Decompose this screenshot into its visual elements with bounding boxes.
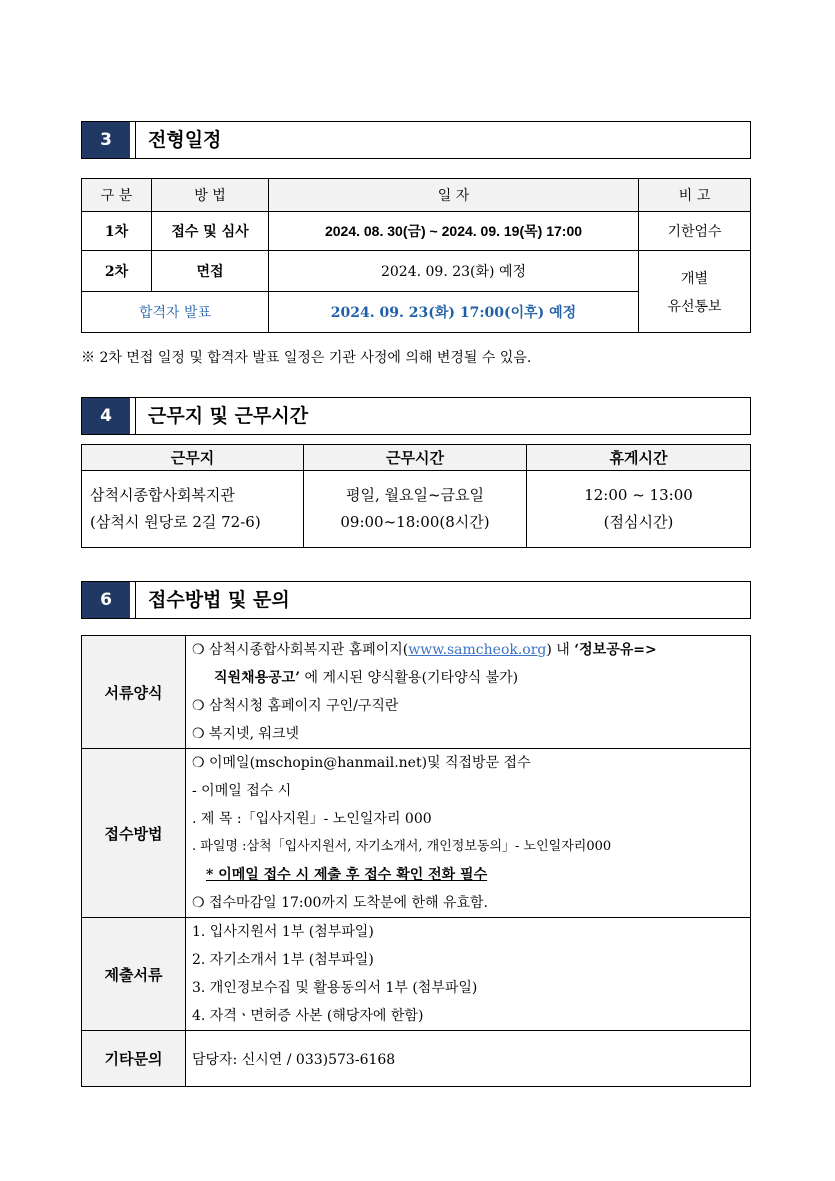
contact-value: 담당자: 신시연 / 033)573-6168 [186,1031,751,1087]
worksite-header-place: 근무지 [82,445,304,471]
docs-content [186,918,751,1031]
worksite-break-time: 12:00 ~ 13:00 [584,486,693,504]
schedule-table [81,178,751,333]
worksite-header-hours: 근무시간 [304,445,527,471]
application-table [81,635,751,1087]
worksite-place [82,471,304,548]
section4-number: 4 [82,398,130,434]
schedule-header-note: 비 고 [639,179,751,212]
forms-line1: ❍ 삼척시종합사회복지관 홈페이지(www.samcheok.org) 내 ‘정보공유=> [192,642,657,658]
section6-header [81,581,751,619]
worksite-break-label: (점심시간) [603,513,674,531]
apply-line6: ❍ 접수마감일 17:00까지 도착분에 한해 유효함. [192,895,488,911]
section6-number: 6 [82,582,130,618]
schedule-row1-date: 2024. 08. 30(금) ~ 2024. 09. 19(목) 17:00 [269,212,639,251]
worksite-break [527,471,751,548]
apply-line3: . 제 목 :「입사지원」- 노인일자리 000 [192,811,432,827]
docs-item-3: 3. 개인정보수집 및 활용동의서 1부 (첨부파일) [192,980,478,996]
section4-title: 근무지 및 근무시간 [148,405,309,427]
homepage-link[interactable]: www.samcheok.org [408,642,547,658]
forms-line2: 직원채용공고’ 에 게시된 양식활용(기타양식 불가) [214,670,519,686]
schedule-footnote: ※ 2차 면접 일정 및 합격자 발표 일정은 기관 사정에 의해 변경될 수 있음. [81,350,532,366]
schedule-announce-label: 합격자 발표 [82,292,269,333]
schedule-row2-stage: 2차 [82,251,152,292]
worksite-hours-time: 09:00~18:00(8시간) [340,513,490,531]
docs-item-4: 4. 자격ㆍ면허증 사본 (해당자에 한함) [192,1008,424,1024]
apply-line2: - 이메일 접수 시 [192,783,292,799]
schedule-note-line2: 유선통보 [667,298,722,315]
schedule-merged-note [639,251,751,333]
apply-label: 접수방법 [82,749,186,918]
schedule-row1-stage: 1차 [82,212,152,251]
worksite-table [81,444,751,548]
schedule-row1-method: 접수 및 심사 [152,212,269,251]
schedule-header-date: 일 자 [269,179,639,212]
apply-line5: * 이메일 접수 시 제출 후 접수 확인 전화 필수 [206,867,488,883]
schedule-row2-date: 2024. 09. 23(화) 예정 [269,251,639,292]
schedule-row1-note: 기한엄수 [639,212,751,251]
apply-content [186,749,751,918]
forms-line4: ❍ 복지넷, 워크넷 [192,726,300,742]
apply-line1: ❍ 이메일(mschopin@hanmail.net)및 직접방문 접수 [192,755,531,771]
worksite-hours [304,471,527,548]
worksite-hours-days: 평일, 월요일~금요일 [345,486,485,504]
worksite-place-name: 삼척시종합사회복지관 [90,486,235,504]
schedule-header-method: 방 법 [152,179,269,212]
docs-label: 제출서류 [82,918,186,1031]
forms-line3: ❍ 삼척시청 홈페이지 구인/구직란 [192,698,399,714]
worksite-place-address: (삼척시 원당로 2길 72-6) [90,513,261,531]
section6-title: 접수방법 및 문의 [148,589,290,611]
section4-header [81,397,751,435]
section3-title: 전형일정 [148,129,222,151]
forms-label: 서류양식 [82,636,186,749]
section3-header [81,121,751,159]
section3-number: 3 [82,122,130,158]
schedule-announce-date: 2024. 09. 23(화) 17:00(이후) 예정 [269,292,639,333]
schedule-row2-method: 면접 [152,251,269,292]
schedule-header-stage: 구 분 [82,179,152,212]
worksite-header-break: 휴게시간 [527,445,751,471]
schedule-note-line1: 개별 [680,270,709,287]
contact-label: 기타문의 [82,1031,186,1087]
forms-content [186,636,751,749]
apply-line4: . 파일명 :삼척「입사지원서, 자기소개서, 개인정보동의」- 노인일자리000 [192,839,612,854]
docs-item-1: 1. 입사지원서 1부 (첨부파일) [192,924,374,940]
docs-item-2: 2. 자기소개서 1부 (첨부파일) [192,952,374,968]
